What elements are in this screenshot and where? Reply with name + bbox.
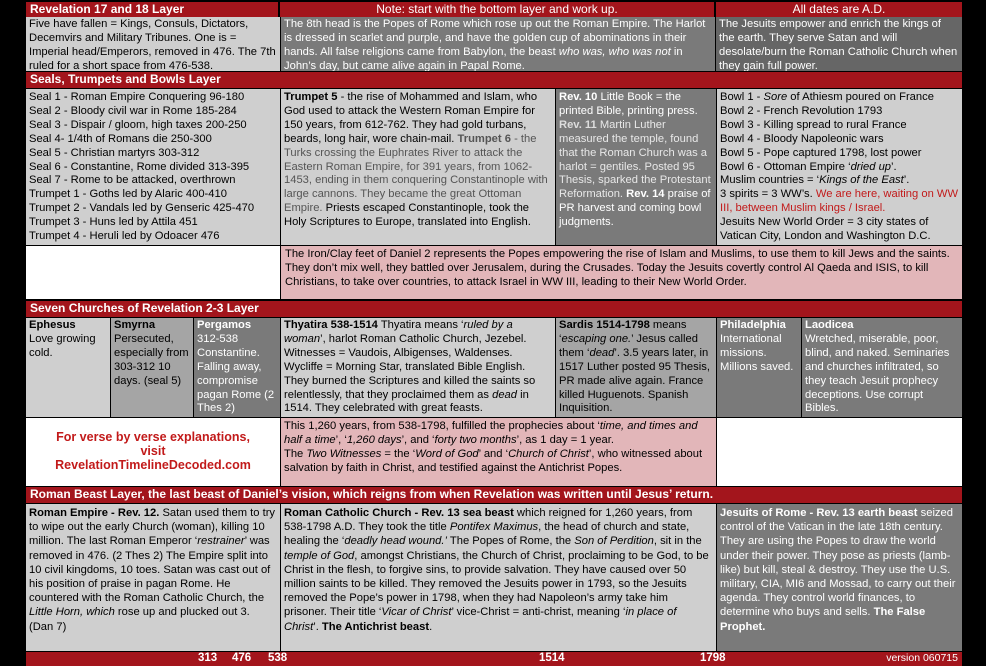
- catholic-church-label: Roman Catholic Church - Rev. 13 sea beast: [284, 507, 514, 519]
- smyrna-text: Persecuted, especially from 303-312 10 days. (seal 5): [114, 332, 189, 387]
- seal-item: Seal 1 - Roman Empire Conquering 96-180: [29, 91, 245, 103]
- seal-item: Seal 2 - Bloody civil war in Rome 185-284: [29, 104, 237, 117]
- jesuits-empower-text: The Jesuits empower and enrich the kings of the earth. They serve Satan and will desolate/burn the Roman Catholic Church when they gain full power.: [716, 17, 962, 71]
- bowls-list: [717, 89, 962, 245]
- bowl-item: Bowl 3 - Killing spread to rural France: [720, 118, 907, 131]
- seal-item: Seal 3 - Dispair / gloom, high taxes 200-250: [29, 118, 247, 131]
- trumpet-item: Trumpet 3 - Huns led by Attila 451: [29, 216, 198, 229]
- eighth-head-text: [281, 17, 715, 71]
- philadelphia-text: International missions. Millions saved.: [720, 332, 794, 373]
- churches-header: Seven Churches of Revelation 2-3 Layer: [26, 301, 962, 317]
- rev-10-11-14-text: [556, 89, 716, 245]
- rev-11-text: Martin Luther measured the temple, found that the Roman Church was a harlot = gentiles. Posted 95 Thesis, sparked the Protestant Reformation.: [559, 118, 711, 201]
- we-are-here-note: We are here, waiting on WW III, between Muslim kings / Israel.: [720, 188, 959, 215]
- church-ephesus: [26, 318, 110, 417]
- trumpet-5-text: - the rise of Mohammed and Islam, who God used to attack the Western Roman Empire for 150 years, from 612-762. They had gold turbans, beards, long hair, wore chain-mail.: [284, 91, 538, 145]
- seal-item: Seal 6 - Constantine, Rome divided 313-395: [29, 160, 250, 173]
- eighth-head-a: The 8th head is the Popes of Rome which rose up out the Roman Empire. The Harlot is dressed in scarlet and purple, and have the golden cup of abominations in their hands. All false religions came from Babylon, the beast: [284, 18, 706, 58]
- eighth-head-c: in John’s day, but came alive again in Papal Rome.: [284, 45, 683, 71]
- spirits-note: 3 spirits = 3 WW’s. We are here, waiting on WW III, between Muslim kings / Israel.: [720, 188, 959, 215]
- rev-14-text: praise of PR harvest and coming bowl judgments.: [559, 188, 711, 229]
- promo-website-link[interactable]: RevelationTimelineDecoded.com: [55, 458, 251, 472]
- promo-line-2: visit: [140, 444, 166, 458]
- bowl-item: Bowl 5 - Pope captured 1798, lost power: [720, 146, 922, 159]
- church-philadelphia: [717, 318, 801, 417]
- trumpet-5-label: Trumpet 5: [284, 91, 338, 103]
- footer-date-bar: [26, 652, 962, 666]
- beast-header: Roman Beast Layer, the last beast of Daniel’s vision, which reigns from when Revelation was written until Jesus’ return.: [26, 487, 962, 503]
- header-note: Note: start with the bottom layer and work up.: [280, 2, 714, 17]
- seal-item: Seal 7 - Rome to be attacked, overthrown: [29, 174, 236, 187]
- daniel2-left-blank: [26, 246, 280, 299]
- bowl-item: Muslim countries = ‘Kings of the East’.: [720, 174, 910, 187]
- laodicea-text: Wretched, miserable, poor, blind, and naked. Seminaries and churches infiltrated, so they teach Jesuit prophecy deceptions. Use corrupt Bibles.: [805, 332, 950, 415]
- header-dates: All dates are A.D.: [716, 2, 962, 17]
- rev-11-label: Rev. 11: [559, 118, 597, 131]
- thyatira-name: Thyatira 538-1514: [284, 319, 378, 331]
- date-313: 313: [198, 652, 218, 664]
- ephesus-name: Ephesus: [29, 319, 76, 331]
- roman-empire-label: Roman Empire - Rev. 12.: [29, 507, 160, 519]
- pergamos-name: Pergamos: [197, 319, 252, 331]
- church-sardis: Sardis 1514-1798 means ‘escaping one.’ Jesus called them ‘dead’. 3.5 years later, in 1517 Luther posted 95 Thesis, PR made alive again. France killed Huguenots. Spanish Inquisition.: [556, 318, 716, 417]
- philadelphia-name: Philadelphia: [720, 319, 786, 331]
- date-538: 538: [268, 652, 288, 664]
- eighth-head-b: who was, who was not: [558, 45, 671, 58]
- bowl-item: Bowl 4 - Bloody Napoleonic wars: [720, 132, 884, 145]
- promo-line-1: For verse by verse explanations,: [56, 430, 250, 444]
- header-title: Revelation 17 and 18 Layer: [26, 2, 278, 17]
- rev-10-text: Little Book = the printed Bible, printing press.: [559, 91, 698, 117]
- roman-empire-text: Roman Empire - Rev. 12. Satan used them to try to wipe out the early Church (woman), killing 10 million. The last Roman Emperor ‘restrainer’ was removed in 476. (2 Thes 2) The Empire split into 10 civil kingdoms, 10 toes. Satan was cast out of his position of praise in pagan Rome. He countered with the Roman Catholic Church, the Little Horn, which rose up and plucked out 3. (Dan 7): [26, 504, 280, 651]
- bowl-item: Bowl 6 - Ottoman Empire ‘dried up’.: [720, 160, 897, 173]
- church-laodicea: [802, 318, 962, 417]
- days-1260-right-blank: [717, 418, 962, 486]
- daniel2-text: The Iron/Clay feet of Daniel 2 represents the Popes empowering the rise of Islam and Muslims, to use them to kill Jews and the saints. They don’t mix well, they battled over Jerusalem, during the Crusades. Today the Jesuits covertly control Al Qaeda and ISIS, to kill Christians, to take over countries, to attack Israel in WW III, leading to their New World Order.: [281, 246, 962, 299]
- date-476: 476: [232, 652, 252, 664]
- days-1260-text: This 1,260 years, from 538-1798, fulfilled the prophecies about ‘time, and times and half a time’, ‘1,260 days’, and ‘forty two months’, as 1 day = 1 year. The Two Witnesses = the ‘Word of God’ and ‘Church of Christ’, who witnessed about salvation by faith in Christ, and testified against the Antichrist Popes.: [281, 418, 716, 486]
- jesuits-rome-text: Jesuits of Rome - Rev. 13 earth beast seized control of the Vatican in the late 18th century. They are using the Popes to draw the world under their power. They pose as priests (lamb-like) but kill, steal & destroy. They use the U.S. military, CIA, MI6 and Mossad, to carry out their agenda. They control world finances, to determine who buys and sells. The False Prophet.: [717, 504, 962, 651]
- trumpet-item: Trumpet 4 - Heruli led by Odoacer 476: [29, 230, 220, 243]
- trumpet-item: Trumpet 1 - Goths led by Alaric 400-410: [29, 188, 227, 201]
- rev-14-label: Rev. 14: [626, 188, 665, 201]
- ephesus-text: Love growing cold.: [29, 332, 96, 359]
- bowl-item: Bowl 2 - French Revolution 1793: [720, 104, 883, 117]
- catholic-church-text: Roman Catholic Church - Rev. 13 sea beast which reigned for 1,260 years, from 538-1798 A.D. They took the title Pontifex Maximus, the head of church and state, healing the ‘deadly head wound.’ The Popes of Rome, the Son of Perdition, sit in the temple of God, amongst Christians, the Church of Christ, proclaiming to be God, to be Christ in the flesh, to forgive sins, to provide salvation. They have caused over 50 million saints to be killed. They removed the Jesuits power in 1793, so the Jesuits removed the Pope’s power in 1798, when they had Napoleon’s army take him prisoner. Their title ‘Vicar of Christ’ vice-Christ = anti-christ, meaning ‘in place of Christ’. The Antichrist beast.: [281, 504, 716, 651]
- trumpet-item: Trumpet 2 - Vandals led by Genseric 425-470: [29, 202, 255, 215]
- promo-box: [26, 418, 280, 486]
- jesuits-label: Jesuits of Rome - Rev. 13 earth beast: [720, 507, 918, 519]
- seals-list: [26, 89, 280, 245]
- version-label: version 060715: [886, 652, 958, 664]
- bowl-item: Bowl 1 - Sore of Athiesm poured on France: [720, 91, 934, 103]
- seal-item: Seal 4- 1/4th of Romans die 250-300: [29, 132, 212, 145]
- church-pergamos: [194, 318, 280, 417]
- rev-10-label: Rev. 10: [559, 91, 598, 103]
- heads-fallen-text: Five have fallen = Kings, Consuls, Dictators, Decemvirs and Military Tribunes. One is = Imperial head/Emperors, removed in 476. The 7th ruled for a short space from 476-538.: [26, 17, 280, 71]
- trumpet-6-text: - the Turks crossing the Euphrates River to attack the Eastern Roman Empire, for 391 years, from 1062-1453, ending in them conquering Constantinople with large cannons. They became the great Ottoman Empire.: [284, 132, 548, 215]
- jesuits-nwo-note: Jesuits New World Order = 3 city states of Vatican City, London and Washington D.C.: [720, 216, 931, 243]
- church-smyrna: [111, 318, 193, 417]
- trumpet-6-label: Trumpet 6: [457, 132, 511, 145]
- trumpet-5-6-text: [281, 89, 555, 245]
- sardis-name: Sardis 1514-1798: [559, 319, 650, 331]
- date-1514: 1514: [539, 652, 565, 664]
- smyrna-name: Smyrna: [114, 319, 156, 331]
- seal-item: Seal 5 - Christian martyrs 303-312: [29, 146, 200, 159]
- date-1798: 1798: [700, 652, 726, 664]
- trumpet-6-end: Priests escaped Constantinople, took the Holy Scriptures to Europe, translated into English.: [284, 202, 531, 229]
- seals-header: Seals, Trumpets and Bowls Layer: [26, 72, 962, 88]
- church-thyatira: Thyatira 538-1514 Thyatira means ‘ruled by a woman’, harlot Roman Catholic Church, Jezebel. Witnesses = Vaudois, Albigenses, Waldenses. Wycliffe = Morning Star, translated Bible English. They burned the Scriptures and killed the saints so relentlessly, that they proclaimed them as dead in 1514. They celebrated with great feasts.: [281, 318, 555, 417]
- pergamos-text: 312-538 Constantine. Falling away, compromise pagan Rome (2 Thes 2): [197, 332, 275, 415]
- laodicea-name: Laodicea: [805, 319, 854, 331]
